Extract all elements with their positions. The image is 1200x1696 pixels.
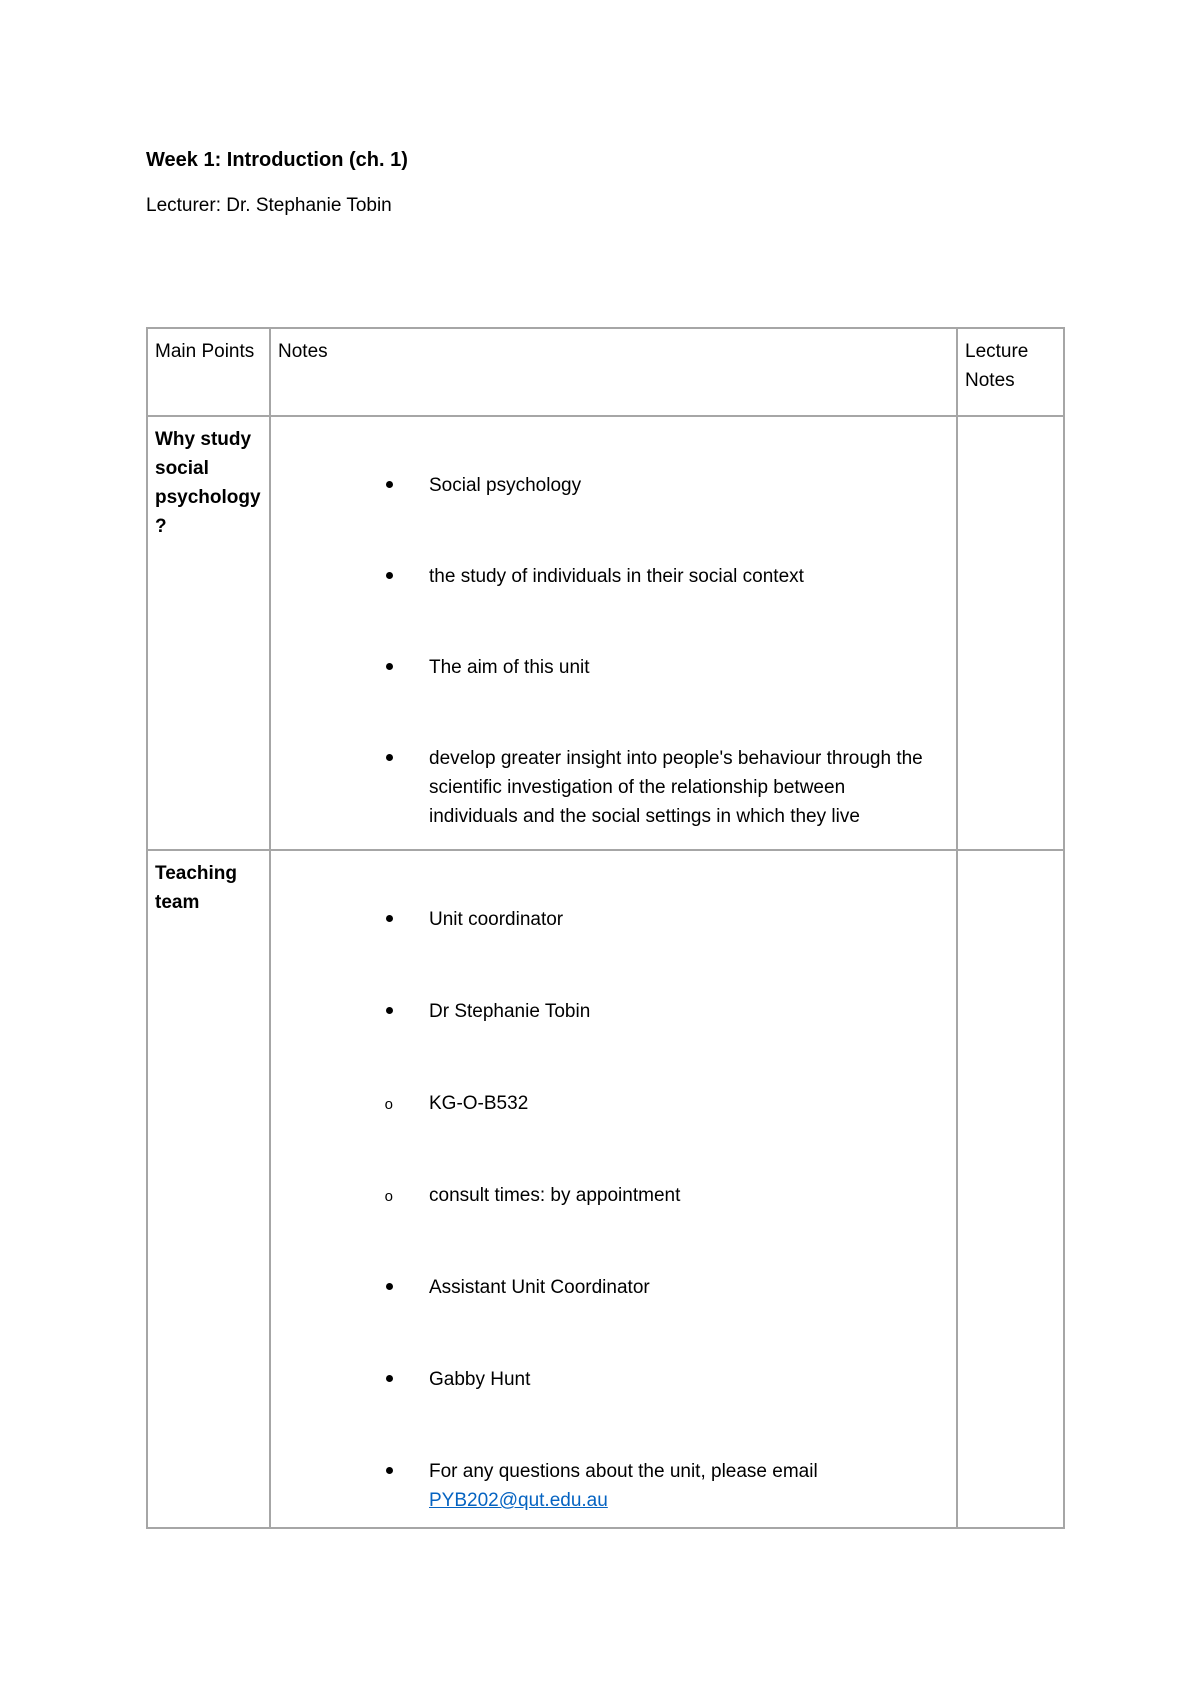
bullet-disc-icon [278,1365,403,1394]
list-item [278,1457,949,1515]
list-item [278,653,949,682]
topic-why-study: Why study social psychology ? [155,429,261,537]
notes-table [146,327,1065,1529]
header-lecture-notes: Lecture Notes [957,328,1064,416]
page-title: Week 1: Introduction (ch. 1) [146,149,408,171]
table-header-row [147,328,1064,416]
bullet-disc-icon [278,905,403,934]
list-item [278,997,949,1026]
bullet-disc-icon [278,997,403,1026]
notes-list [278,471,949,831]
bullet-disc-icon [278,1273,403,1302]
list-item-text: develop greater insight into people's behaviour through the scientific investigation of the relationship between individuals and the social settings in which they live [429,748,923,827]
lecture-notes-cell[interactable] [957,850,1064,1528]
list-item-text: Unit coordinator [429,909,564,930]
notes-cell [270,850,957,1528]
lecturer-line: Lecturer: Dr. Stephanie Tobin [146,195,392,216]
bullet-circle-icon [278,1089,403,1119]
list-item-text: Gabby Hunt [429,1369,531,1390]
list-item-text: For any questions about the unit, please email [429,1461,818,1482]
notes-cell [270,416,957,850]
list-item [278,905,949,934]
topic-cell [147,416,270,850]
header-notes: Notes [270,328,957,416]
list-item-text: consult times: by appointment [429,1185,681,1206]
list-item-text: Social psychology [429,475,582,496]
list-item-text: Assistant Unit Coordinator [429,1277,650,1298]
list-item [278,744,949,831]
topic-cell [147,850,270,1528]
list-item-text: Dr Stephanie Tobin [429,1001,591,1022]
list-item-text: The aim of this unit [429,657,590,678]
list-item [278,1365,949,1394]
topic-teaching-team: Teaching team [155,863,237,913]
email-link[interactable]: PYB202@qut.edu.au [429,1490,608,1511]
bullet-disc-icon [278,471,403,500]
list-item [278,471,949,500]
bullet-disc-icon [278,744,403,773]
table-row [147,416,1064,850]
bullet-circle-icon [278,1181,403,1211]
bullet-disc-icon [278,1457,403,1486]
list-item [278,1181,949,1210]
list-item [278,562,949,591]
table-row [147,850,1064,1528]
bullet-disc-icon [278,562,403,591]
notes-list [278,905,949,1515]
bullet-disc-icon [278,653,403,682]
header-main-points: Main Points [147,328,270,416]
list-item-text: KG-O-B532 [429,1093,529,1114]
list-item [278,1089,949,1118]
lecture-notes-cell[interactable] [957,416,1064,850]
list-item [278,1273,949,1302]
list-item-text: the study of individuals in their social context [429,566,804,587]
